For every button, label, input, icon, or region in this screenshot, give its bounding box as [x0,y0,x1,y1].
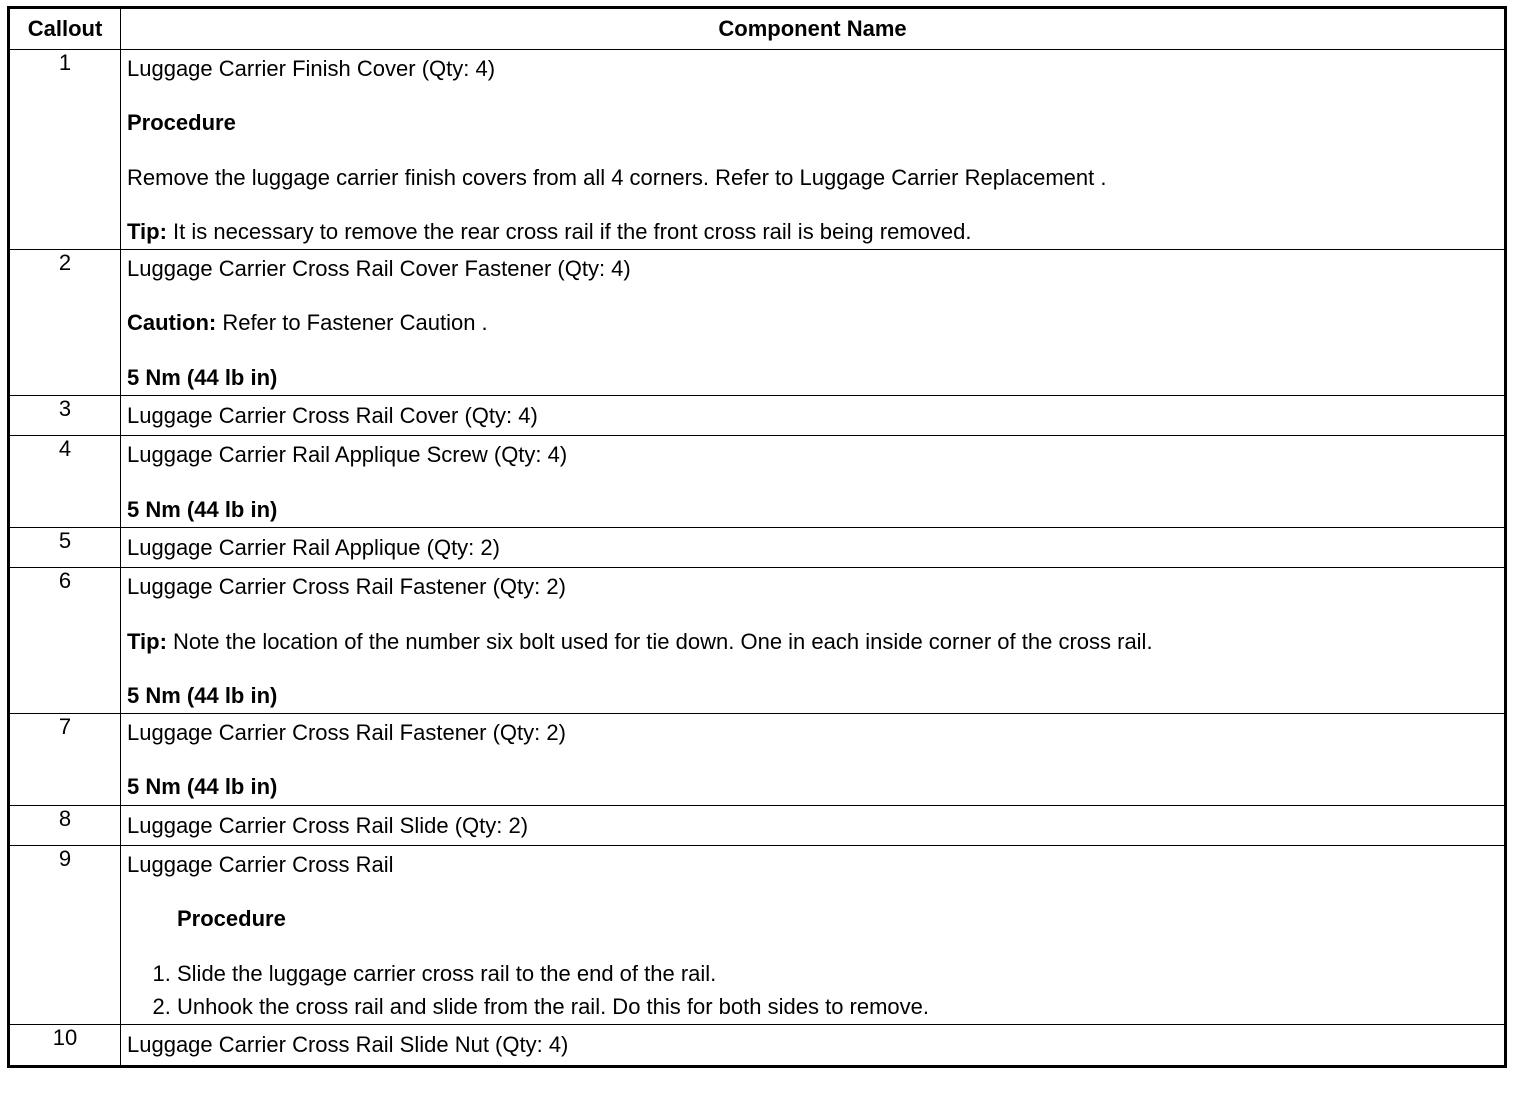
component-name-column-header: Component Name [121,8,1506,50]
callout-number: 9 [9,846,121,1025]
caution-text: Refer to Fastener Caution . [216,310,488,336]
component-cell [121,250,1506,396]
table-row [9,50,1506,250]
component-cell [121,396,1506,436]
tip-label: Tip: [127,628,167,654]
table-row [9,714,1506,806]
component-cell [121,805,1506,845]
procedure-heading: Procedure [127,110,236,136]
table-row [9,527,1506,567]
component-name: Luggage Carrier Finish Cover (Qty: 4) [127,56,496,81]
component-name: Luggage Carrier Cross Rail Slide (Qty: 2) [127,812,529,838]
table-row [9,396,1506,436]
caution-label: Caution: [127,310,217,336]
table-row [9,250,1506,396]
callout-number: 8 [9,805,121,845]
table-row [9,846,1506,1025]
callout-number: 1 [9,50,121,250]
table-header-row [9,8,1506,50]
tip-text: It is necessary to remove the rear cross rail if the front cross rail is being removed. [166,218,972,244]
component-cell [121,50,1506,250]
procedure-step: 1. Slide the luggage carrier cross rail to the end of the rail. [177,961,1498,986]
component-name: Luggage Carrier Cross Rail [127,852,394,878]
component-cell [121,714,1506,806]
component-name: Luggage Carrier Rail Applique Screw (Qty: 4) [127,442,568,468]
component-name: Luggage Carrier Rail Applique (Qty: 2) [127,534,500,560]
torque-spec: 5 Nm (44 lb in) [127,364,278,390]
component-cell [121,436,1506,528]
callout-number: 6 [9,568,121,714]
component-cell [121,846,1506,1025]
table-row [9,568,1506,714]
callout-number: 10 [9,1025,121,1066]
tip-note [127,219,1498,244]
tip-note [127,629,1498,654]
callout-number: 7 [9,714,121,806]
callout-number: 5 [9,527,121,567]
table-row [9,1025,1506,1066]
procedure-text: Remove the luggage carrier finish covers from all 4 corners. Refer to Luggage Carrier Replacement . [127,164,1107,190]
procedure-steps [127,961,1498,1020]
component-name: Luggage Carrier Cross Rail Fastener (Qty: 2) [127,574,566,600]
component-name: Luggage Carrier Cross Rail Cover (Qty: 4) [127,403,538,429]
callout-number: 2 [9,250,121,396]
tip-label: Tip: [127,218,167,244]
procedure-step: 2. Unhook the cross rail and slide from the rail. Do this for both sides to remove. [177,994,1498,1019]
table-row [9,805,1506,845]
component-cell [121,568,1506,714]
component-name: Luggage Carrier Cross Rail Slide Nut (Qty: 4) [127,1032,569,1058]
component-cell [121,1025,1506,1066]
caution-note [127,310,1498,335]
table-row [9,436,1506,528]
component-name: Luggage Carrier Cross Rail Fastener (Qty: 2) [127,720,566,746]
callout-number: 4 [9,436,121,528]
callout-column-header: Callout [9,8,121,50]
tip-text: Note the location of the number six bolt used for tie down. One in each inside corner of the cross rail. [166,628,1153,654]
component-name: Luggage Carrier Cross Rail Cover Fastener (Qty: 4) [127,256,631,282]
torque-spec: 5 Nm (44 lb in) [127,682,278,708]
torque-spec: 5 Nm (44 lb in) [127,496,278,522]
torque-spec: 5 Nm (44 lb in) [127,774,278,800]
procedure-heading: Procedure [177,906,286,932]
component-table [7,6,1507,1068]
callout-number: 3 [9,396,121,436]
component-cell [121,527,1506,567]
